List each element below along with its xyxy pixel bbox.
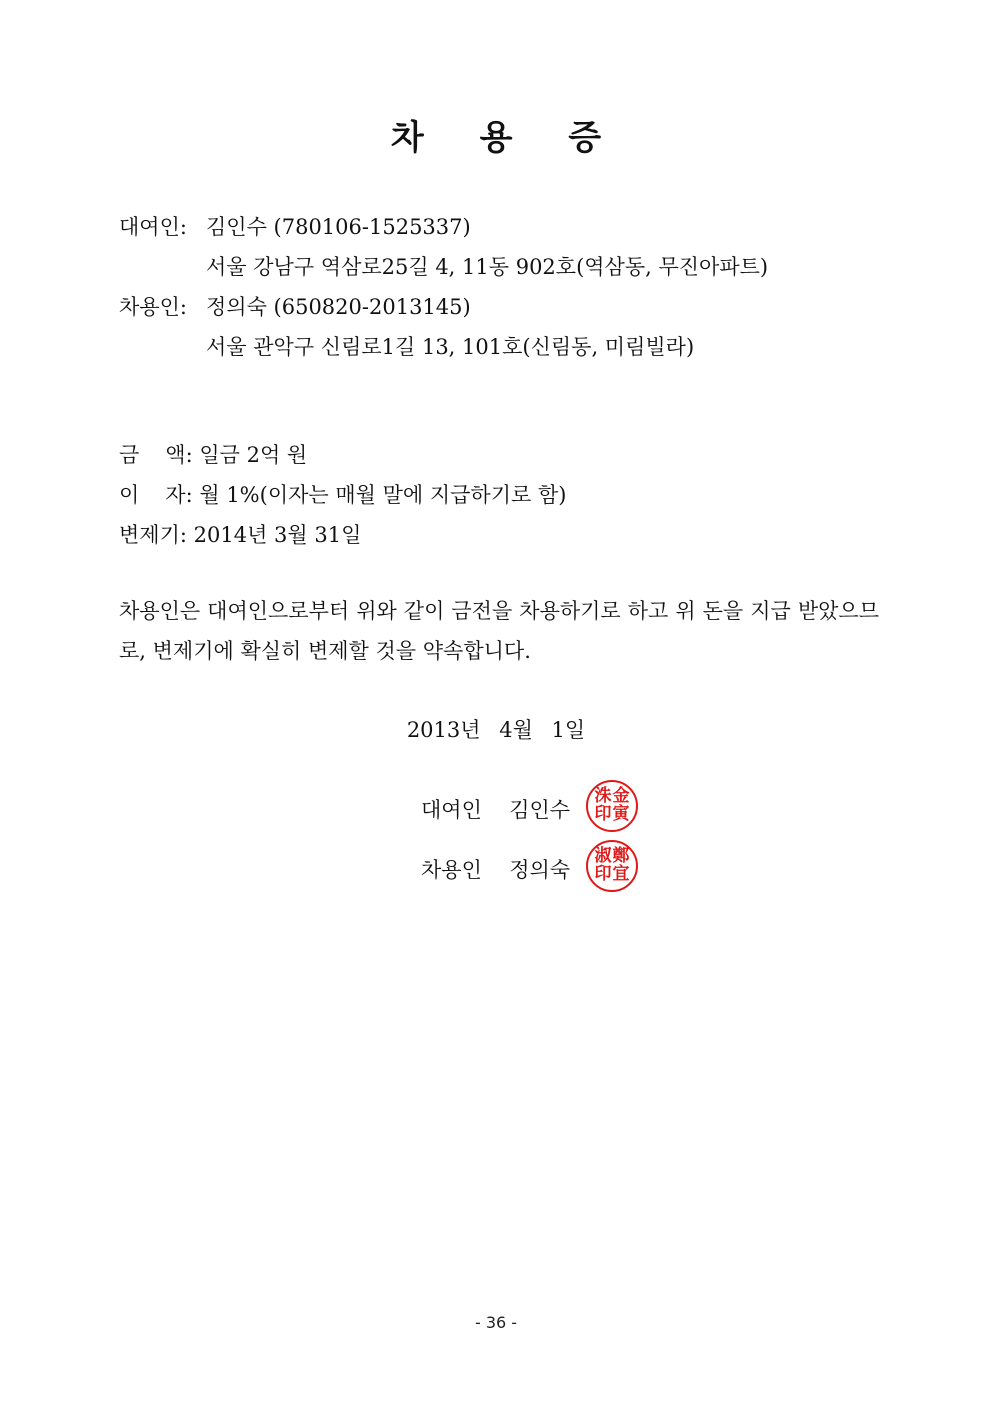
borrower-seal-stamp <box>586 840 638 892</box>
due-date-row <box>119 521 361 549</box>
amount-row <box>119 441 307 469</box>
lender-name-id: 김인수 (780106-1525337) <box>206 215 471 239</box>
interest-label-2: 자: <box>165 483 193 507</box>
lender-seal-stamp <box>586 780 638 832</box>
borrower-label: 차용인: <box>119 295 187 319</box>
seal-char: 宜 <box>612 864 630 885</box>
borrower-name-id: 정의숙 (650820-2013145) <box>206 295 471 319</box>
borrower-sign-name: 정의숙 <box>509 858 571 882</box>
seal-char: 金 <box>612 785 630 806</box>
promise-statement: 차용인은 대여인으로부터 위와 같이 금전을 차용하기로 하고 위 돈을 지급 받았으므로, 변제기에 확실히 변제할 것을 약속합니다. <box>119 599 879 663</box>
lender-signature <box>421 794 570 824</box>
due-date-value: 2014년 3월 31일 <box>193 523 362 547</box>
amount-value: 일금 2억 원 <box>199 443 308 467</box>
seal-char: 印 <box>594 804 612 825</box>
lender-label: 대여인: <box>119 215 187 239</box>
document-title: 차 용 증 <box>390 118 624 158</box>
seal-char: 洙 <box>594 785 612 806</box>
amount-label-2: 액: <box>165 443 193 467</box>
seal-char: 鄭 <box>612 845 630 866</box>
borrower-address: 서울 관악구 신림로1길 13, 101호(신림동, 미림빌라) <box>206 335 695 359</box>
seal-char: 寅 <box>612 804 630 825</box>
lender-sign-role: 대여인 <box>421 798 482 822</box>
interest-value: 월 1%(이자는 매월 말에 지급하기로 함) <box>199 483 567 507</box>
lender-address: 서울 강남구 역삼로25길 4, 11동 902호(역삼동, 무진아파트) <box>206 255 769 279</box>
lender-sign-name: 김인수 <box>509 798 571 822</box>
interest-row <box>119 481 566 509</box>
seal-char: 印 <box>594 864 612 885</box>
amount-label-1: 금 <box>119 443 140 467</box>
borrower-sign-role: 차용인 <box>421 858 482 882</box>
page-number: - 36 - <box>474 1313 518 1332</box>
seal-char: 淑 <box>594 845 612 866</box>
borrower-signature <box>421 854 570 884</box>
interest-label-1: 이 <box>119 483 140 507</box>
document-date: 2013년 4월 1일 <box>406 718 586 742</box>
due-date-label: 변제기: <box>119 523 187 547</box>
